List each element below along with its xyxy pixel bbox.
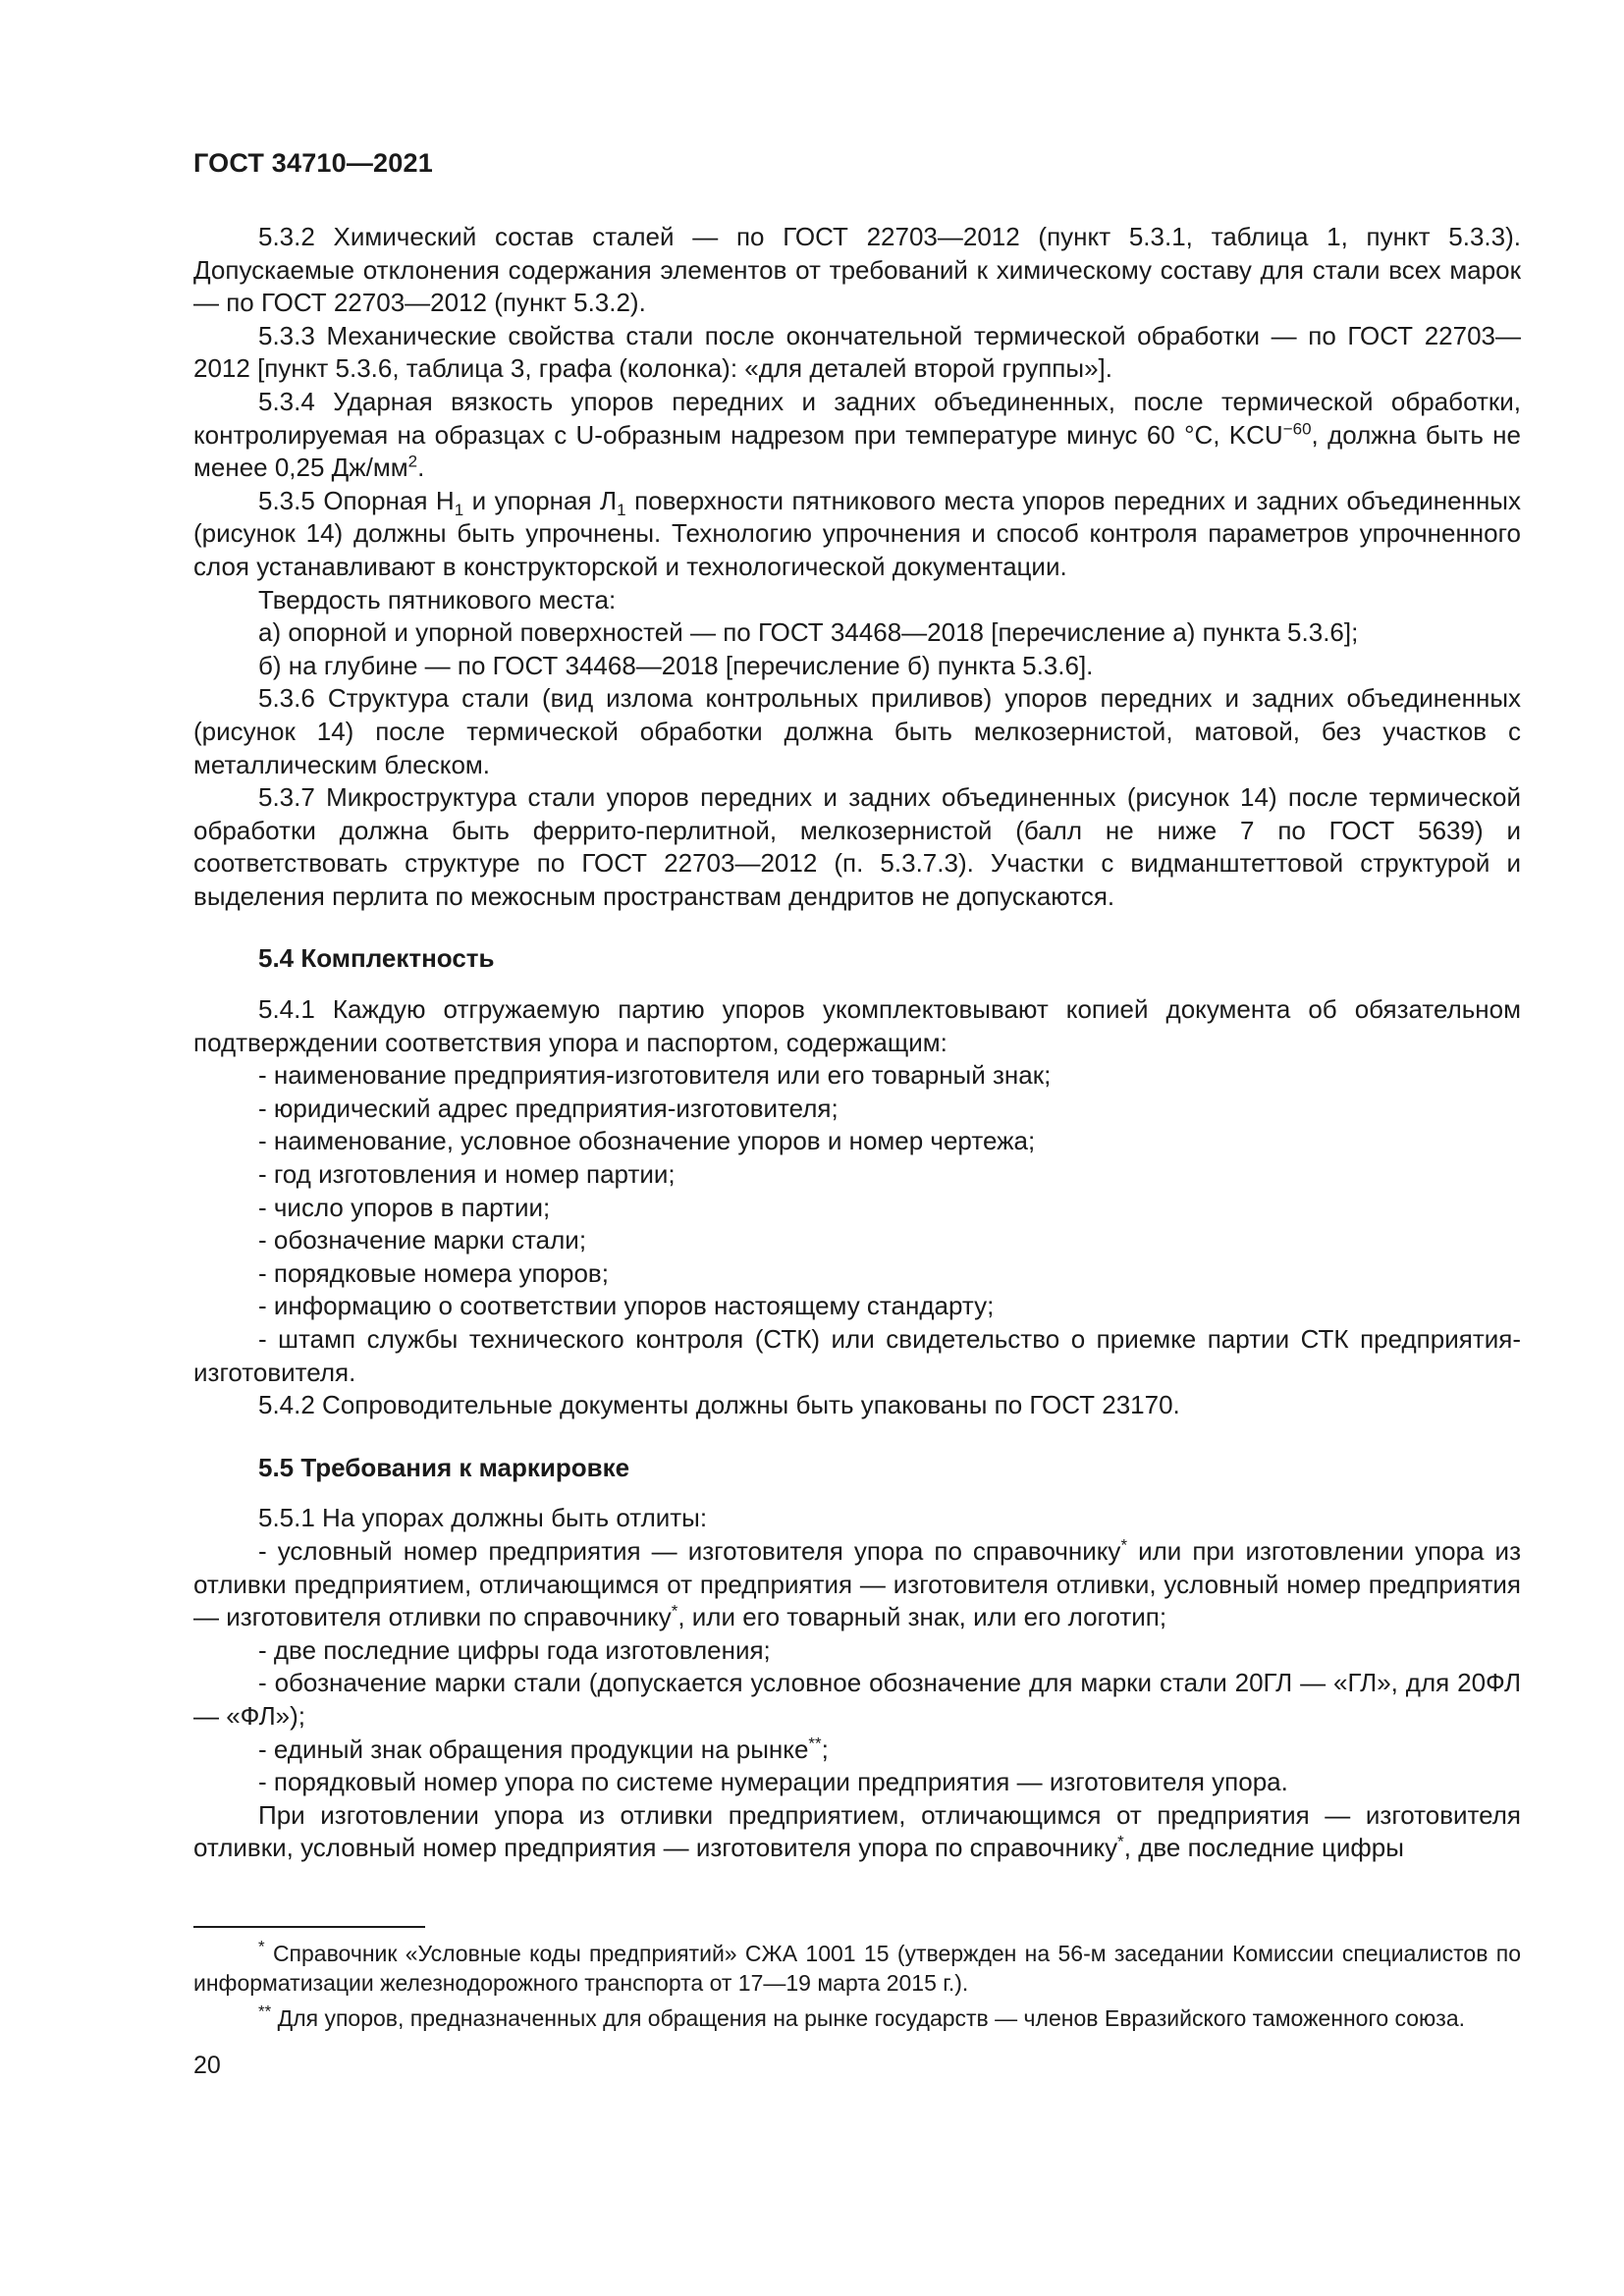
- superscript: *: [1120, 1535, 1128, 1555]
- text-run: и упорная Л: [463, 485, 618, 515]
- footnote-divider: [193, 1926, 425, 1928]
- text-run: При изготовлении упора из отливки предприятием, отличающимся от предприятия — изготовителя отливки, условный номер предприятия — изготовителя упора по справочнику: [193, 1799, 1521, 1863]
- section-heading: [193, 1452, 1521, 1485]
- paragraph: [193, 993, 1521, 1059]
- text-run: поверхности пятникового места упоров передних и задних объединенных (рисунок 14) должны быть упрочнены. Технологию упрочнения и способ контроля параметров упрочненного слоя устанавливают в конструкторской и технологической документации.: [193, 485, 1521, 581]
- text-run: - год изготовления и номер партии;: [258, 1159, 676, 1190]
- text-run: , должна быть не менее 0,25 Дж/мм: [193, 419, 1521, 483]
- text-run: 5.4.1 Каждую отгружаемую партию упоров укомплектовывают копией документа об обязательном подтверждении соответствия упора и паспортом, содержащим:: [193, 994, 1521, 1057]
- list-item: [193, 650, 1521, 683]
- paragraph: [193, 320, 1521, 386]
- text-run: - условный номер предприятия — изготовителя упора по справочнику: [258, 1535, 1121, 1566]
- text-run: - порядковые номера упоров;: [258, 1257, 609, 1288]
- text-run: .: [417, 453, 425, 483]
- text-run: б) на глубине — по ГОСТ 34468—2018 [перечисление б) пункта 5.3.6].: [258, 650, 1094, 680]
- text-run: - информацию о соответствии упоров настоящему стандарту;: [258, 1291, 995, 1321]
- text-run: а) опорной и упорной поверхностей — по ГОСТ 34468—2018 [перечисление а) пункта 5.3.6];: [258, 617, 1359, 648]
- text-run: - юридический адрес предприятия-изготовителя;: [258, 1093, 839, 1123]
- list-item: [193, 1634, 1521, 1668]
- subscript: 1: [617, 500, 626, 519]
- list-item: [193, 1290, 1521, 1323]
- document-header: ГОСТ 34710—2021: [193, 148, 433, 178]
- text-run: - наименование предприятия-изготовителя или его товарный знак;: [258, 1060, 1052, 1091]
- superscript: *: [1117, 1832, 1124, 1851]
- page-number: 20: [193, 2052, 221, 2079]
- list-item: [193, 1059, 1521, 1093]
- list-item: [193, 1093, 1521, 1126]
- subscript: 1: [454, 500, 464, 519]
- text-run: Для упоров, предназначенных для обращения на рынке государств — членов Евразийского таможенного союза.: [271, 2005, 1466, 2031]
- list-item: [193, 1257, 1521, 1291]
- text-run: ;: [821, 1734, 829, 1764]
- paragraph: [193, 386, 1521, 485]
- footnotes: [193, 1939, 1521, 2039]
- text-run: - штамп службы технического контроля (СТК) или свидетельство о приемке партии СТК предприятия-изготовителя.: [193, 1324, 1521, 1387]
- list-item: [193, 616, 1521, 650]
- document-body: [193, 221, 1521, 1865]
- paragraph: [193, 682, 1521, 781]
- text-run: 5.4 Комплектность: [258, 943, 495, 974]
- superscript: −60: [1282, 419, 1312, 439]
- text-run: Справочник «Условные коды предприятий» СЖА 1001 15 (утвержден на 56-м заседании Комиссии специалистов по информатизации железнодорожного транспорта от 17—19 марта 2015 г.).: [193, 1941, 1521, 1996]
- text-run: - наименование, условное обозначение упоров и номер чертежа;: [258, 1126, 1036, 1156]
- text-run: 5.4.2 Сопроводительные документы должны быть упакованы по ГОСТ 23170.: [258, 1390, 1180, 1420]
- superscript: 2: [407, 452, 418, 471]
- list-item: [193, 1535, 1521, 1634]
- list-item: [193, 1158, 1521, 1192]
- footnote: [193, 2003, 1521, 2033]
- text-run: 5.3.7 Микроструктура стали упоров передних и задних объединенных (рисунок 14) после термической обработки должна быть феррито-перлитной, мелкозернистой (балл не ниже 7 по ГОСТ 5639) и соответствовать структуре по ГОСТ 22703—2012 (п. 5.3.7.3). Участки с видманштеттовой структурой и выделения перлита по межосным пространствам дендритов не допускаются.: [193, 782, 1521, 911]
- text-run: - две последние цифры года изготовления;: [258, 1634, 771, 1665]
- list-item: [193, 1224, 1521, 1257]
- text-run: 5.3.4 Ударная вязкость упоров передних и задних объединенных, после термической обработки, контролируемая на образцах с U-образным надрезом при температуре минус 60 °C, KCU: [193, 386, 1521, 450]
- superscript: *: [671, 1601, 678, 1621]
- superscript: **: [808, 1734, 822, 1753]
- list-item: [193, 1734, 1521, 1767]
- text-run: - число упоров в партии;: [258, 1192, 551, 1222]
- text-run: 5.3.5 Опорная Н: [258, 485, 455, 515]
- text-run: 5.5.1 На упорах должны быть отлиты:: [258, 1503, 708, 1533]
- text-run: - обозначение марки стали;: [258, 1225, 587, 1255]
- text-run: Твердость пятникового места:: [258, 584, 617, 614]
- section-heading: [193, 942, 1521, 976]
- paragraph: [193, 781, 1521, 913]
- list-item: [193, 1323, 1521, 1389]
- superscript: **: [258, 2002, 272, 2021]
- text-run: 5.5 Требования к маркировке: [258, 1452, 630, 1482]
- text-run: - обозначение марки стали (допускается условное обозначение для марки стали 20ГЛ — «ГЛ», для 20ФЛ — «ФЛ»);: [193, 1668, 1521, 1731]
- paragraph: [193, 584, 1521, 617]
- text-run: - порядковый номер упора по системе нумерации предприятия — изготовителя упора.: [258, 1767, 1288, 1797]
- list-item: [193, 1667, 1521, 1733]
- text-run: 5.3.6 Структура стали (вид излома контрольных приливов) упоров передних и задних объединенных (рисунок 14) после термической обработки должна быть мелкозернистой, матовой, без участков с металлическим блеском.: [193, 683, 1521, 779]
- footnote: [193, 1939, 1521, 1998]
- paragraph: [193, 1389, 1521, 1422]
- text-run: 5.3.3 Механические свойства стали после окончательной термической обработки — по ГОСТ 22703—2012 [пункт 5.3.6, таблица 3, графа (колонка): «для деталей второй группы»].: [193, 320, 1521, 384]
- list-item: [193, 1125, 1521, 1158]
- text-run: - единый знак обращения продукции на рынке: [258, 1734, 809, 1764]
- paragraph: [193, 221, 1521, 320]
- superscript: *: [258, 1937, 265, 1956]
- list-item: [193, 1766, 1521, 1799]
- paragraph: [193, 485, 1521, 584]
- text-run: или при изготовлении упора из отливки предприятием, отличающимся от предприятия — изготовителя отливки, условный номер предприятия — изготовителя отливки по справочнику: [193, 1535, 1521, 1632]
- paragraph: [193, 1799, 1521, 1865]
- text-run: 5.3.2 Химический состав сталей — по ГОСТ 22703—2012 (пункт 5.3.1, таблица 1, пункт 5.3.3). Допускаемые отклонения содержания элементов от требований к химическому составу для стали всех марок — по ГОСТ 22703—2012 (пункт 5.3.2).: [193, 222, 1521, 318]
- list-item: [193, 1192, 1521, 1225]
- text-run: , две последние цифры: [1123, 1833, 1404, 1863]
- text-run: , или его товарный знак, или его логотип;: [677, 1602, 1167, 1632]
- paragraph: [193, 1502, 1521, 1535]
